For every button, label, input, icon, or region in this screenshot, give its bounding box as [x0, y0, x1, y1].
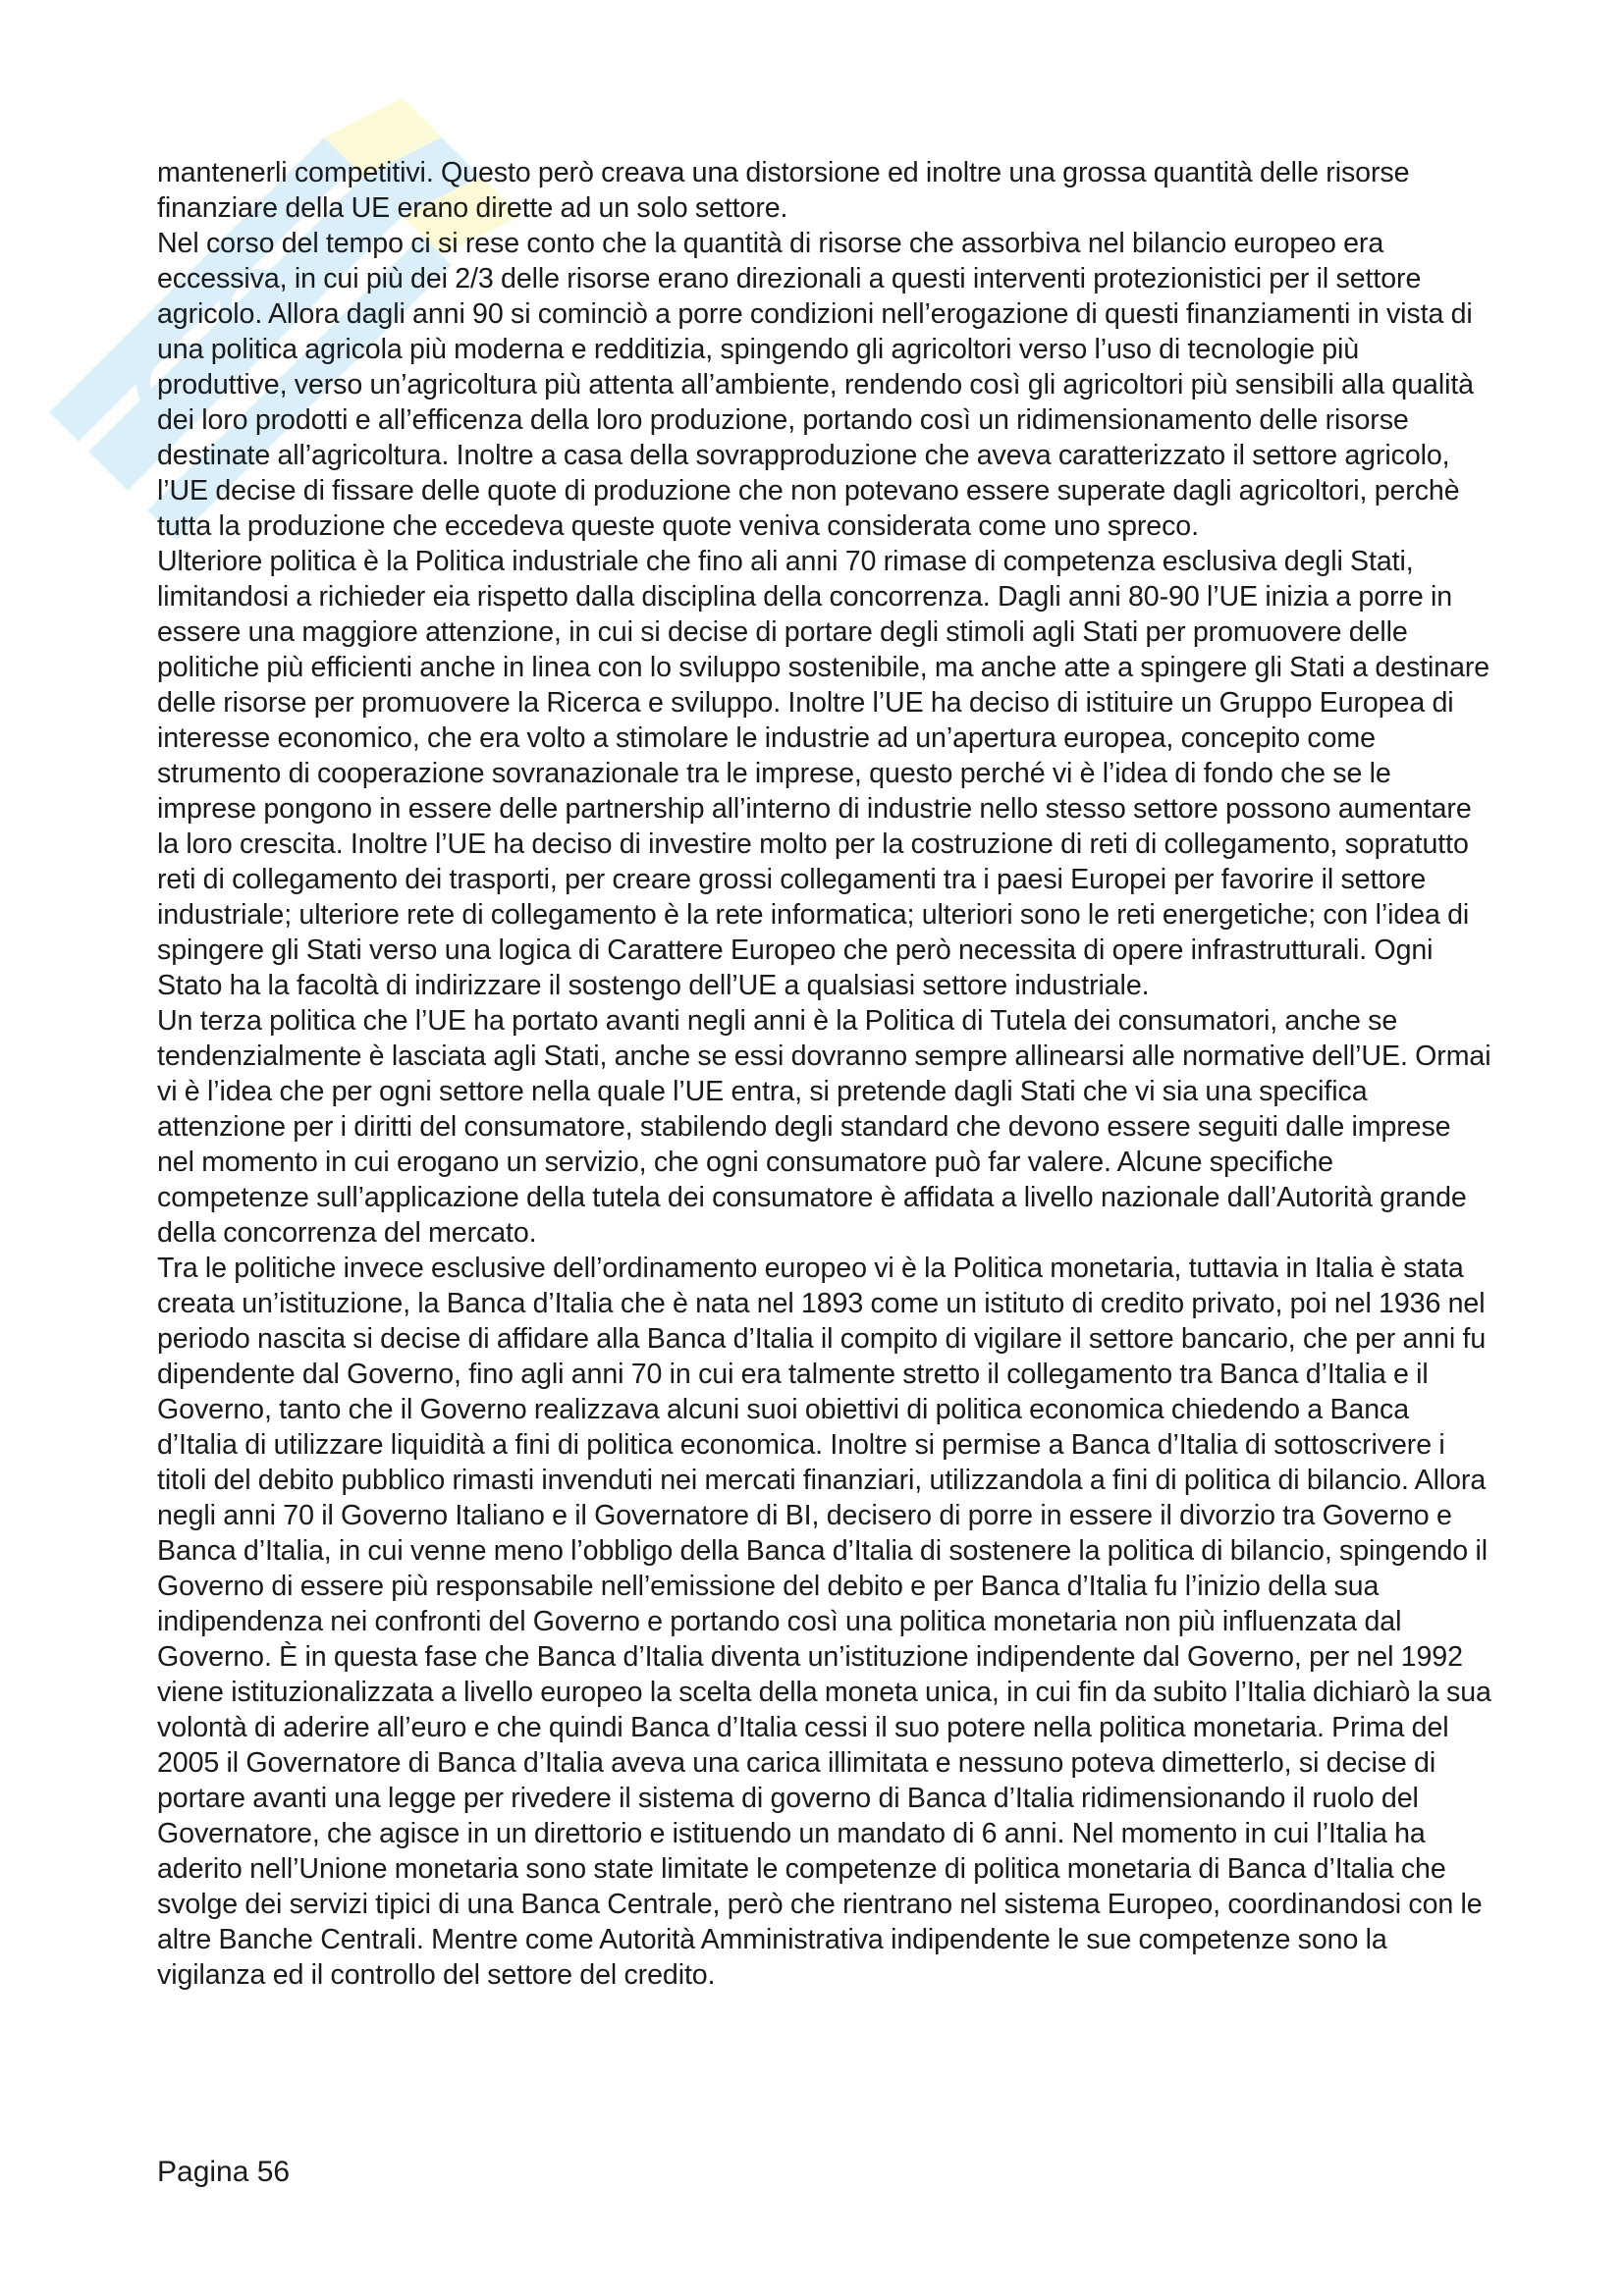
paragraph: Tra le politiche invece esclusive dell’ordinamento europeo vi è la Politica monetaria, tuttavia in Italia è stata creata un’istituzione, la Banca d’Italia che è nata nel 1893 come un istituto di credito privato, poi nel 1936 nel periodo nascita si decise di affidare alla Banca d’Italia il compito di vigilare il settore bancario, che per anni fu dipendente dal Governo, fino agli anni 70 in cui era talmente stretto il collegamento tra Banca d’Italia e il Governo, tanto che il Governo realizzava alcuni suoi obiettivi di politica economica chiedendo a Banca d’Italia di utilizzare liquidità a fini di politica economica. Inoltre si permise a Banca d’Italia di sottoscrivere i titoli del debito pubblico rimasti invenduti nei mercati finanziari, utilizzandola a fini di politica di bilancio. Allora negli anni 70 il Governo Italiano e il Governatore di BI, decisero di porre in essere il divorzio tra Governo e Banca d’Italia, in cui venne meno l’obbligo della Banca d’Italia di sostenere la politica di bilancio, spingendo il Governo di essere più responsabile nell’emissione del debito e per Banca d’Italia fu l’inizio della sua indipendenza nei confronti del Governo e portando così una politica monetaria non più influenzata dal Governo. È in questa fase che Banca d’Italia diventa un’istituzione indipendente dal Governo, per nel 1992 viene istituzionalizzata a livello europeo la scelta della moneta unica, in cui fin da subito l’Italia dichiarò la sua volontà di aderire all’euro e che quindi Banca d’Italia cessi il suo potere nella politica monetaria. Prima del 2005 il Governatore di Banca d’Italia aveva una carica illimitata e nessuno poteva dimetterlo, si decise di portare avanti una legge per rivedere il sistema di governo di Banca d’Italia ridimensionando il ruolo del Governatore, che agisce in un direttorio e istituendo un mandato di 6 anni. Nel momento in cui l’Italia ha aderito nell’Unione monetaria sono state limitate le competenze di politica monetaria di Banca d’Italia che svolge dei servizi tipici di una Banca Centrale, però che rientrano nel sistema Europeo, coordinandosi con le altre Banche Centrali. Mentre come Autorità Amministrativa indipendente le sue competenze sono la vigilanza ed il controllo del settore del credito. [157, 1253, 1491, 1991]
paragraph: Ulteriore politica è la Politica industriale che fino ali anni 70 rimase di competenza esclusiva degli Stati, limitandosi a richieder eia rispetto dalla disciplina della concorrenza. Dagli anni 80-90 l’UE inizia a porre in essere una maggiore attenzione, in cui si decise di portare degli stimoli agli Stati per promuovere delle politiche più efficienti anche in linea con lo sviluppo sostenibile, ma anche atte a spingere gli Stati a destinare delle risorse per promuovere la Ricerca e sviluppo. Inoltre l’UE ha deciso di istituire un Gruppo Europea di interesse economico, che era volto a stimolare le industrie ad un’apertura europea, concepito come strumento di cooperazione sovranazionale tra le imprese, questo perché vi è l’idea di fondo che se le imprese pongono in essere delle partnership all’interno di industrie nello stesso settore possono aumentare la loro crescita. Inoltre l’UE ha deciso di investire molto per la costruzione di reti di collegamento, sopratutto reti di collegamento dei trasporti, per creare grossi collegamenti tra i paesi Europei per favorire il settore industriale; ulteriore rete di collegamento è la rete informatica; ulteriori sono le reti energetiche; con l’idea di spingere gli Stati verso una logica di Carattere Europeo che però necessita di opere infrastrutturali. Ogni Stato ha la facoltà di indirizzare il sostengo dell’UE a qualsiasi settore industriale. [157, 546, 1490, 1001]
paragraph: Nel corso del tempo ci si rese conto che la quantità di risorse che assorbiva nel bilancio europeo era eccessiva, in cui più dei 2/3 delle risorse erano direzionali a questi interventi protezionistici per il settore agricolo. Allora dagli anni 90 si cominciò a porre condizioni nell’erogazione di questi finanziamenti in vista di una politica agricola più moderna e redditizia, spingendo gli agricoltori verso l’uso di tecnologie più produttive, verso un’agricoltura più attenta all’ambiente, rendendo così gli agricoltori più sensibili alla qualità dei loro prodotti e all’efficenza della loro produzione, portando così un ridimensionamento delle risorse destinate all’agricoltura. Inoltre a casa della sovrapproduzione che aveva caratterizzato il settore agricolo, l’UE decise di fissare delle quote di produzione che non potevano essere superate dagli agricoltori, perchè tutta la produzione che eccedeva queste quote veniva considerata come uno spreco. [157, 228, 1474, 542]
document-body [157, 155, 1492, 1993]
page-number: Pagina 56 [157, 2156, 291, 2188]
paragraph: Un terza politica che l’UE ha portato avanti negli anni è la Politica di Tutela dei consumatori, anche se tendenzialmente è lasciata agli Stati, anche se essi dovranno sempre allinearsi alle normative dell’UE. Ormai vi è l’idea che per ogni settore nella quale l’UE entra, si pretende dagli Stati che vi sia una specifica attenzione per i diritti del consumatore, stabilendo degli standard che devono essere seguiti dalle imprese nel momento in cui erogano un servizio, che ogni consumatore può far valere. Alcune specifiche competenze sull’applicazione della tutela dei consumatore è affidata a livello nazionale dall’Autorità grande della concorrenza del mercato. [157, 1005, 1491, 1249]
paragraph: mantenerli competitivi. Questo però creava una distorsione ed inoltre una grossa quantità delle risorse finanziare della UE erano dirette ad un solo settore. [157, 157, 1410, 224]
